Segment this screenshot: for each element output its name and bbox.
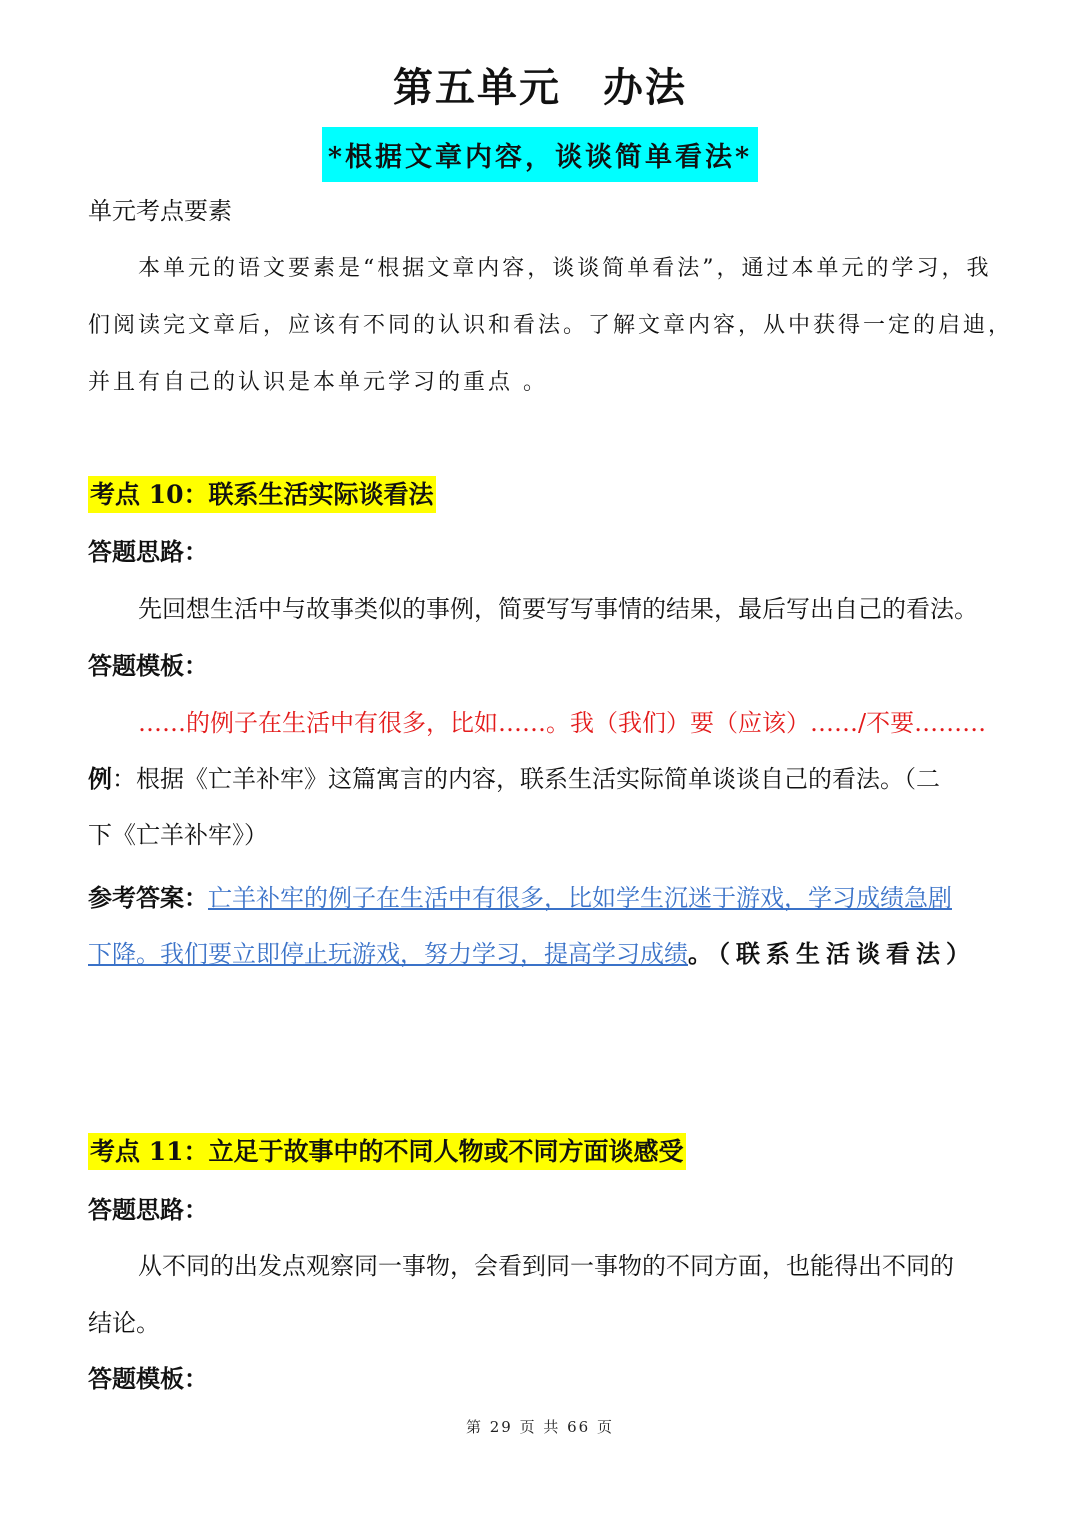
example-text: ：根据《亡羊补牢》这篇寓言的内容，联系生活实际简单谈谈自己的看法。（二	[112, 765, 940, 793]
answer-text-link-cont[interactable]: 下降。我们要立即停止玩游戏，努力学习，提高学习成绩	[88, 940, 688, 968]
point10-template-label: 答题模板：	[88, 651, 208, 680]
unit-heading: 单元考点要素	[88, 197, 232, 225]
point11-template-label: 答题模板：	[88, 1364, 208, 1393]
page-title: 第五单元 办法	[393, 65, 687, 111]
example-label: 例	[88, 764, 112, 793]
point10-heading-row	[88, 478, 1002, 512]
answer-label: 参考答案：	[88, 883, 208, 912]
answer-text-link[interactable]: 亡羊补牢的例子在生活中有很多，比如学生沉迷于游戏，学习成绩急剧	[208, 884, 952, 912]
point10-thinking-text: 先回想生活中与故事类似的事例，简要写写事情的结果，最后写出自己的看法。	[138, 595, 978, 623]
answer-note: 。（联系生活谈看法）	[688, 939, 976, 968]
point11-thinking-line-1: 从不同的出发点观察同一事物，会看到同一事物的不同方面，也能得出不同的	[138, 1252, 954, 1280]
intro-line-3: 并且有自己的认识是本单元学习的重点 。	[88, 370, 548, 395]
point10-heading: 考点 10：联系生活实际谈看法	[88, 476, 436, 513]
point10-thinking-label: 答题思路：	[88, 537, 208, 566]
intro-line-2: 们阅读完文章后，应该有不同的认识和看法。了解文章内容，从中获得一定的启迪，	[88, 313, 1014, 338]
point10-answer-line-1	[88, 881, 1002, 915]
point10-template-text: ……的例子在生活中有很多，比如……。我（我们）要（应该）……/不要………	[138, 709, 987, 737]
point11-heading-row	[88, 1135, 1002, 1169]
point11-heading: 考点 11：立足于故事中的不同人物或不同方面谈感受	[88, 1133, 686, 1170]
intro-line-1: 本单元的语文要素是“根据文章内容，谈谈简单看法”，通过本单元的学习，我	[138, 256, 992, 281]
point10-answer-line-2	[88, 937, 1002, 971]
page-footer: 第 29 页 共 66 页	[465, 1418, 614, 1436]
point11-thinking-label: 答题思路：	[88, 1195, 208, 1224]
point11-thinking-line-2: 结论。	[88, 1309, 160, 1337]
subtitle-highlight: *根据文章内容，谈谈简单看法*	[322, 127, 758, 182]
point10-example-line-2: 下《亡羊补牢》）	[88, 821, 268, 849]
point10-example-line-1	[88, 762, 1002, 796]
subtitle-container	[0, 127, 1080, 182]
